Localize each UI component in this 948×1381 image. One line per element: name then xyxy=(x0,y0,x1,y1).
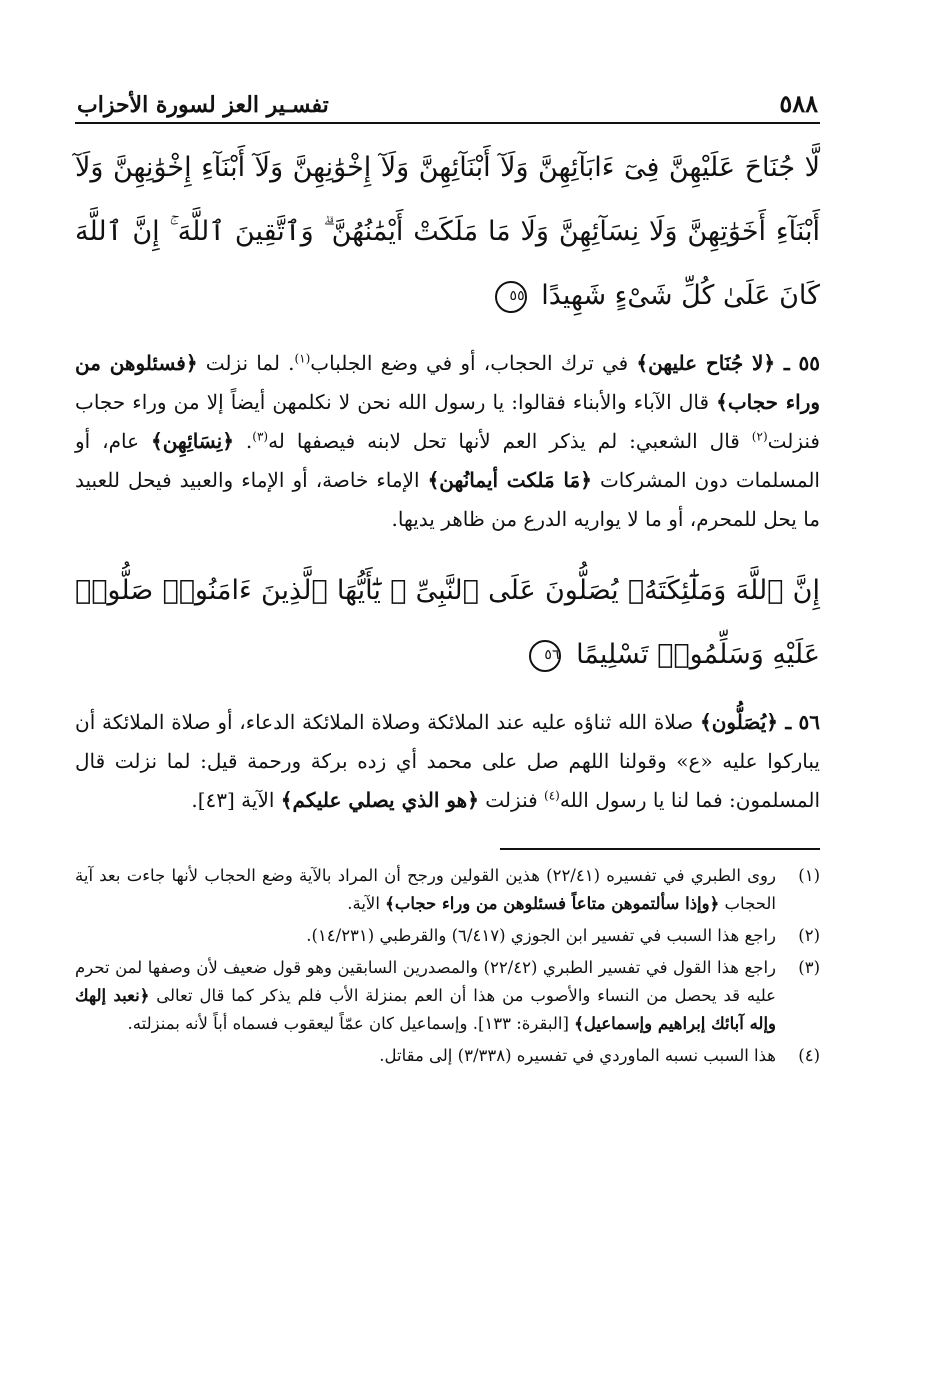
commentary-paragraph xyxy=(75,344,820,539)
footnote-text-part: راجع هذا السبب في تفسير ابن الجوزي (٦/٤١٧) والقرطبي (١٤/٢٣١). xyxy=(306,926,776,945)
footnote-ref: (٢) xyxy=(751,429,768,444)
commentary-text: صلاة الله ثناؤه عليه عند الملائكة وصلاة الملائكة الدعاء، أو صلاة الملائكة أن يباركوا عليه «ع» وقولنا اللهم صل على محمد أي زده بركة ورحمة قيل: لما نزلت قال المسلمون: فما لنا يا رسول الله xyxy=(75,710,820,812)
footnote-item xyxy=(75,1042,820,1070)
footnote-number: (٤) xyxy=(798,1046,820,1065)
quoted-verse: ﴿فسئلوهن من وراء حجاب﴾ xyxy=(75,351,821,414)
quoted-verse: ﴿هو الذي يصلي عليكم﴾ xyxy=(280,788,479,812)
quoted-verse: ﴿نِسَائِهِن﴾ xyxy=(150,429,234,453)
commentary-paragraph xyxy=(75,703,820,820)
quran-verse-55 xyxy=(75,136,820,328)
footnote-number: (١) xyxy=(798,866,820,885)
commentary-text: الإماء خاصة، أو الإماء والعبيد فيحل للعبيد ما يحل للمحرم، أو ما لا يواريه الدرع من ظاهر يديها. xyxy=(75,468,820,531)
quran-verse-56 xyxy=(75,559,820,687)
commentary-text: قال الآباء والأبناء فقالوا: يا رسول الله نحن لا نكلمهن أيضاً إلا من وراء حجاب فنزلت xyxy=(75,390,820,453)
commentary-text: عام، أو المسلمات دون المشركات xyxy=(75,429,820,492)
commentary-text: في ترك الحجاب، أو في وضع الجلباب xyxy=(310,351,637,375)
footnote-ref: (٣) xyxy=(252,429,269,444)
page-number: ٥٨٨ xyxy=(779,89,818,118)
verse-reference: ٥٦ ـ ﴿يُصَلُّون﴾ xyxy=(699,710,821,734)
verse-reference: ٥٥ ـ ﴿لا جُنَاح عليهن﴾ xyxy=(636,351,820,375)
footnote-ref: (٤) xyxy=(544,788,560,803)
footnote-item xyxy=(75,922,820,950)
footnote-quoted-verse: ﴿وإذا سألتموهن متاعاً فسئلوهن من وراء حجاب﴾ xyxy=(385,894,720,913)
commentary-56 xyxy=(75,703,820,820)
footnote-number: (٣) xyxy=(798,958,820,977)
footnote-quoted-verse: ﴿نعبد إلهك وإله آبائك إبراهيم وإسماعيل﴾ xyxy=(75,986,776,1033)
footnote-text-part: [البقرة: ١٣٣]. وإسماعيل كان عمّاً ليعقوب فسماه أباً لأنه بمنزلته. xyxy=(127,1014,575,1033)
quoted-verse: ﴿مَا مَلكت أيمانُهن﴾ xyxy=(427,468,592,492)
footnote-text xyxy=(75,862,776,918)
footnote-number: (٢) xyxy=(798,926,820,945)
footnote-text xyxy=(75,1042,776,1070)
footnote-text-part: راجع هذا القول في تفسير الطبري (٢٢/٤٢) والمصدرين السابقين وهو قول ضعيف لأن وصفها لمن تحرم عليه قد يحصل من النساء والأصوب من هذا أن العم بمنزلة الأب فلم يذكر كما قال تعالى xyxy=(75,958,777,1005)
verse-number-marker: ٥٦ xyxy=(529,640,561,672)
book-page xyxy=(75,78,820,1074)
footnote-separator xyxy=(500,848,820,850)
verse-text: إِنَّ ٱللَّهَ وَمَلَٰٓئِكَتَهُۥ يُصَلُّونَ عَلَى ٱلنَّبِىِّ ۚ يَٰٓأَيُّهَا ٱلَّذِينَ ءَامَنُوا۟ صَلُّوا۟ عَلَيْهِ وَسَلِّمُوا۟ تَسْلِيمًا xyxy=(75,575,820,670)
commentary-text: قال الشعبي: لم يذكر العم لأنها تحل لابنه فيصفها له xyxy=(268,429,752,453)
footnote-item xyxy=(75,954,820,1038)
commentary-55 xyxy=(75,344,820,539)
commentary-text: . لما نزلت xyxy=(197,351,295,375)
footnote-ref: (١) xyxy=(294,351,311,366)
running-title: تفسـير العز لسورة الأحزاب xyxy=(77,92,329,118)
footnote-text xyxy=(75,954,776,1038)
commentary-text: فنزلت xyxy=(478,788,545,812)
page-header xyxy=(75,78,820,124)
footnote-text-part: روى الطبري في تفسيره (٢٢/٤١) هذين القولين ورجح أن المراد بالآية وضع الحجاب لأنها جاءت بعد آية الحجاب xyxy=(75,866,776,913)
footnote-text-part: هذا السبب نسبه الماوردي في تفسيره (٣/٣٣٨) إلى مقاتل. xyxy=(379,1046,776,1065)
footnote-text-part: الآية. xyxy=(347,894,386,913)
commentary-text: . xyxy=(233,429,253,453)
commentary-text: الآية [٤٣]. xyxy=(191,788,281,812)
footnotes xyxy=(75,862,820,1070)
footnote-text xyxy=(75,922,776,950)
verse-text: لَّا جُنَاحَ عَلَيْهِنَّ فِىٓ ءَابَآئِهِنَّ وَلَآ أَبْنَآئِهِنَّ وَلَآ إِخْوَٰنِهِنَّ وَلَآ أَبْنَآءِ إِخْوَٰنِهِنَّ وَلَآ أَبْنَآءِ أَخَوَٰتِهِنَّ وَلَا نِسَآئِهِنَّ وَلَا مَا مَلَكَتْ أَيْمَٰنُهُنَّ ۗ وَٱتَّقِينَ ٱللَّهَ ۚ إِنَّ ٱللَّهَ كَانَ عَلَىٰ كُلِّ شَىْءٍ شَهِيدًا xyxy=(75,152,820,311)
footnote-item xyxy=(75,862,820,918)
verse-number-marker: ٥٥ xyxy=(495,281,527,313)
